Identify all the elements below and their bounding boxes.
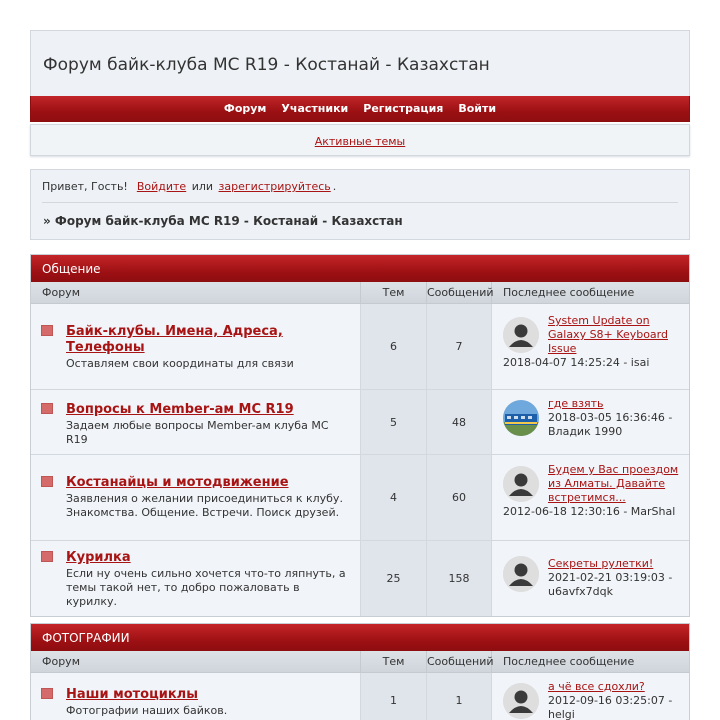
forum-link[interactable]: Наши мотоциклы — [66, 687, 198, 702]
last-post-meta: 2021-02-21 03:19:03 - u6avfx7dqk — [548, 571, 673, 598]
forum-row — [31, 304, 689, 390]
nav-login[interactable]: Войти — [458, 102, 497, 115]
main-navbar — [30, 96, 690, 122]
column-headers — [31, 651, 689, 673]
forum-description: Фотографии наших байков. — [66, 704, 228, 717]
last-post-link[interactable]: где взять — [548, 397, 604, 410]
forum-link[interactable]: Вопросы к Member-ам MC R19 — [66, 402, 294, 417]
active-topics-link[interactable]: Активные темы — [314, 135, 406, 148]
forum-row — [31, 673, 689, 720]
category-obshchenie — [30, 254, 690, 617]
forum-row — [31, 455, 689, 541]
last-post-meta: 2018-03-05 16:36:46 - Владик 1990 — [548, 411, 673, 438]
train-avatar-icon[interactable] — [503, 400, 539, 436]
nav-forum[interactable]: Форум — [223, 102, 267, 115]
forum-description: Оставляем свои координаты для связи — [66, 357, 294, 370]
col-posts: Сообщений — [427, 282, 492, 303]
forum-link[interactable]: Костанайцы и мотодвижение — [66, 475, 289, 490]
forum-status-icon — [41, 551, 53, 562]
last-post-cell — [492, 304, 689, 389]
category-title[interactable]: ФОТОГРАФИИ — [31, 624, 689, 651]
breadcrumb: » Форум байк-клуба MC R19 - Костанай - Казахстан — [43, 214, 403, 228]
greeting-text: Привет, Гость! — [42, 180, 128, 193]
posts-count: 1 — [427, 673, 492, 720]
welcome-box — [30, 169, 690, 240]
posts-count: 48 — [427, 390, 492, 454]
forum-row — [31, 541, 689, 616]
last-post-meta: 2012-09-16 03:25:07 - helgi — [548, 694, 673, 720]
topics-count: 6 — [361, 304, 427, 389]
last-post-link[interactable]: Секреты рулетки! — [548, 557, 654, 570]
forum-row — [31, 390, 689, 455]
topics-count: 25 — [361, 541, 427, 616]
category-fotografii — [30, 623, 690, 720]
greeting-dot: . — [332, 180, 337, 193]
forum-link[interactable]: Байк-клубы. Имена, Адреса, Телефоны — [66, 324, 283, 355]
or-text: или — [191, 180, 214, 193]
forum-description: Заявления о желании присоединиться к клубу. Знакомства. Общение. Встречи. Поиск друзей. — [66, 492, 343, 519]
col-forum: Форум — [31, 282, 361, 303]
last-post-cell — [492, 455, 689, 540]
forum-cell — [31, 390, 361, 454]
posts-count: 158 — [427, 541, 492, 616]
posts-count: 60 — [427, 455, 492, 540]
default-avatar-icon[interactable] — [503, 556, 539, 592]
column-headers — [31, 282, 689, 304]
welcome-divider — [42, 202, 678, 203]
topics-count: 5 — [361, 390, 427, 454]
forum-cell — [31, 673, 361, 720]
login-link[interactable]: Войдите — [136, 180, 187, 193]
col-topics: Тем — [361, 651, 427, 672]
page-title: Форум байк-клуба MC R19 - Костанай - Казахстан — [43, 55, 490, 75]
forum-status-icon — [41, 325, 53, 336]
last-post-link[interactable]: System Update on Galaxy S8+ Keyboard Issue — [548, 314, 668, 355]
col-last-post: Последнее сообщение — [503, 655, 635, 668]
last-post-cell — [492, 673, 689, 720]
col-posts: Сообщений — [427, 651, 492, 672]
col-topics: Тем — [361, 282, 427, 303]
last-post-link[interactable]: Будем у Вас проездом из Алматы. Давайте встретимся... — [548, 463, 679, 504]
forum-header — [30, 30, 690, 96]
col-last-post: Последнее сообщение — [503, 286, 635, 299]
nav-register[interactable]: Регистрация — [363, 102, 444, 115]
last-post-link[interactable]: а чё все сдохли? — [548, 680, 645, 693]
last-post-cell — [492, 390, 689, 454]
forum-cell — [31, 455, 361, 540]
forum-description: Если ну очень сильно хочется что-то ляпнуть, а темы такой нет, то добро пожаловать в курилку. — [66, 567, 346, 608]
forum-cell — [31, 541, 361, 616]
default-avatar-icon[interactable] — [503, 466, 539, 502]
last-post-meta: 2012-06-18 12:30:16 - MarShal — [503, 505, 676, 518]
posts-count: 7 — [427, 304, 492, 389]
default-avatar-icon[interactable] — [503, 683, 539, 719]
sub-navbar — [30, 124, 690, 156]
forum-link[interactable]: Курилка — [66, 550, 131, 565]
category-title[interactable]: Общение — [31, 255, 689, 282]
forum-status-icon — [41, 688, 53, 699]
default-avatar-icon[interactable] — [503, 317, 539, 353]
forum-status-icon — [41, 476, 53, 487]
nav-members[interactable]: Участники — [281, 102, 349, 115]
last-post-meta: 2018-04-07 14:25:24 - isai — [503, 356, 650, 369]
forum-status-icon — [41, 403, 53, 414]
register-link[interactable]: зарегистрируйтесь — [218, 180, 331, 193]
topics-count: 1 — [361, 673, 427, 720]
forum-cell — [31, 304, 361, 389]
guest-greeting — [42, 180, 336, 193]
forum-description: Задаем любые вопросы Member-ам клуба MC R19 — [66, 419, 329, 446]
last-post-cell — [492, 541, 689, 616]
col-forum: Форум — [31, 651, 361, 672]
topics-count: 4 — [361, 455, 427, 540]
